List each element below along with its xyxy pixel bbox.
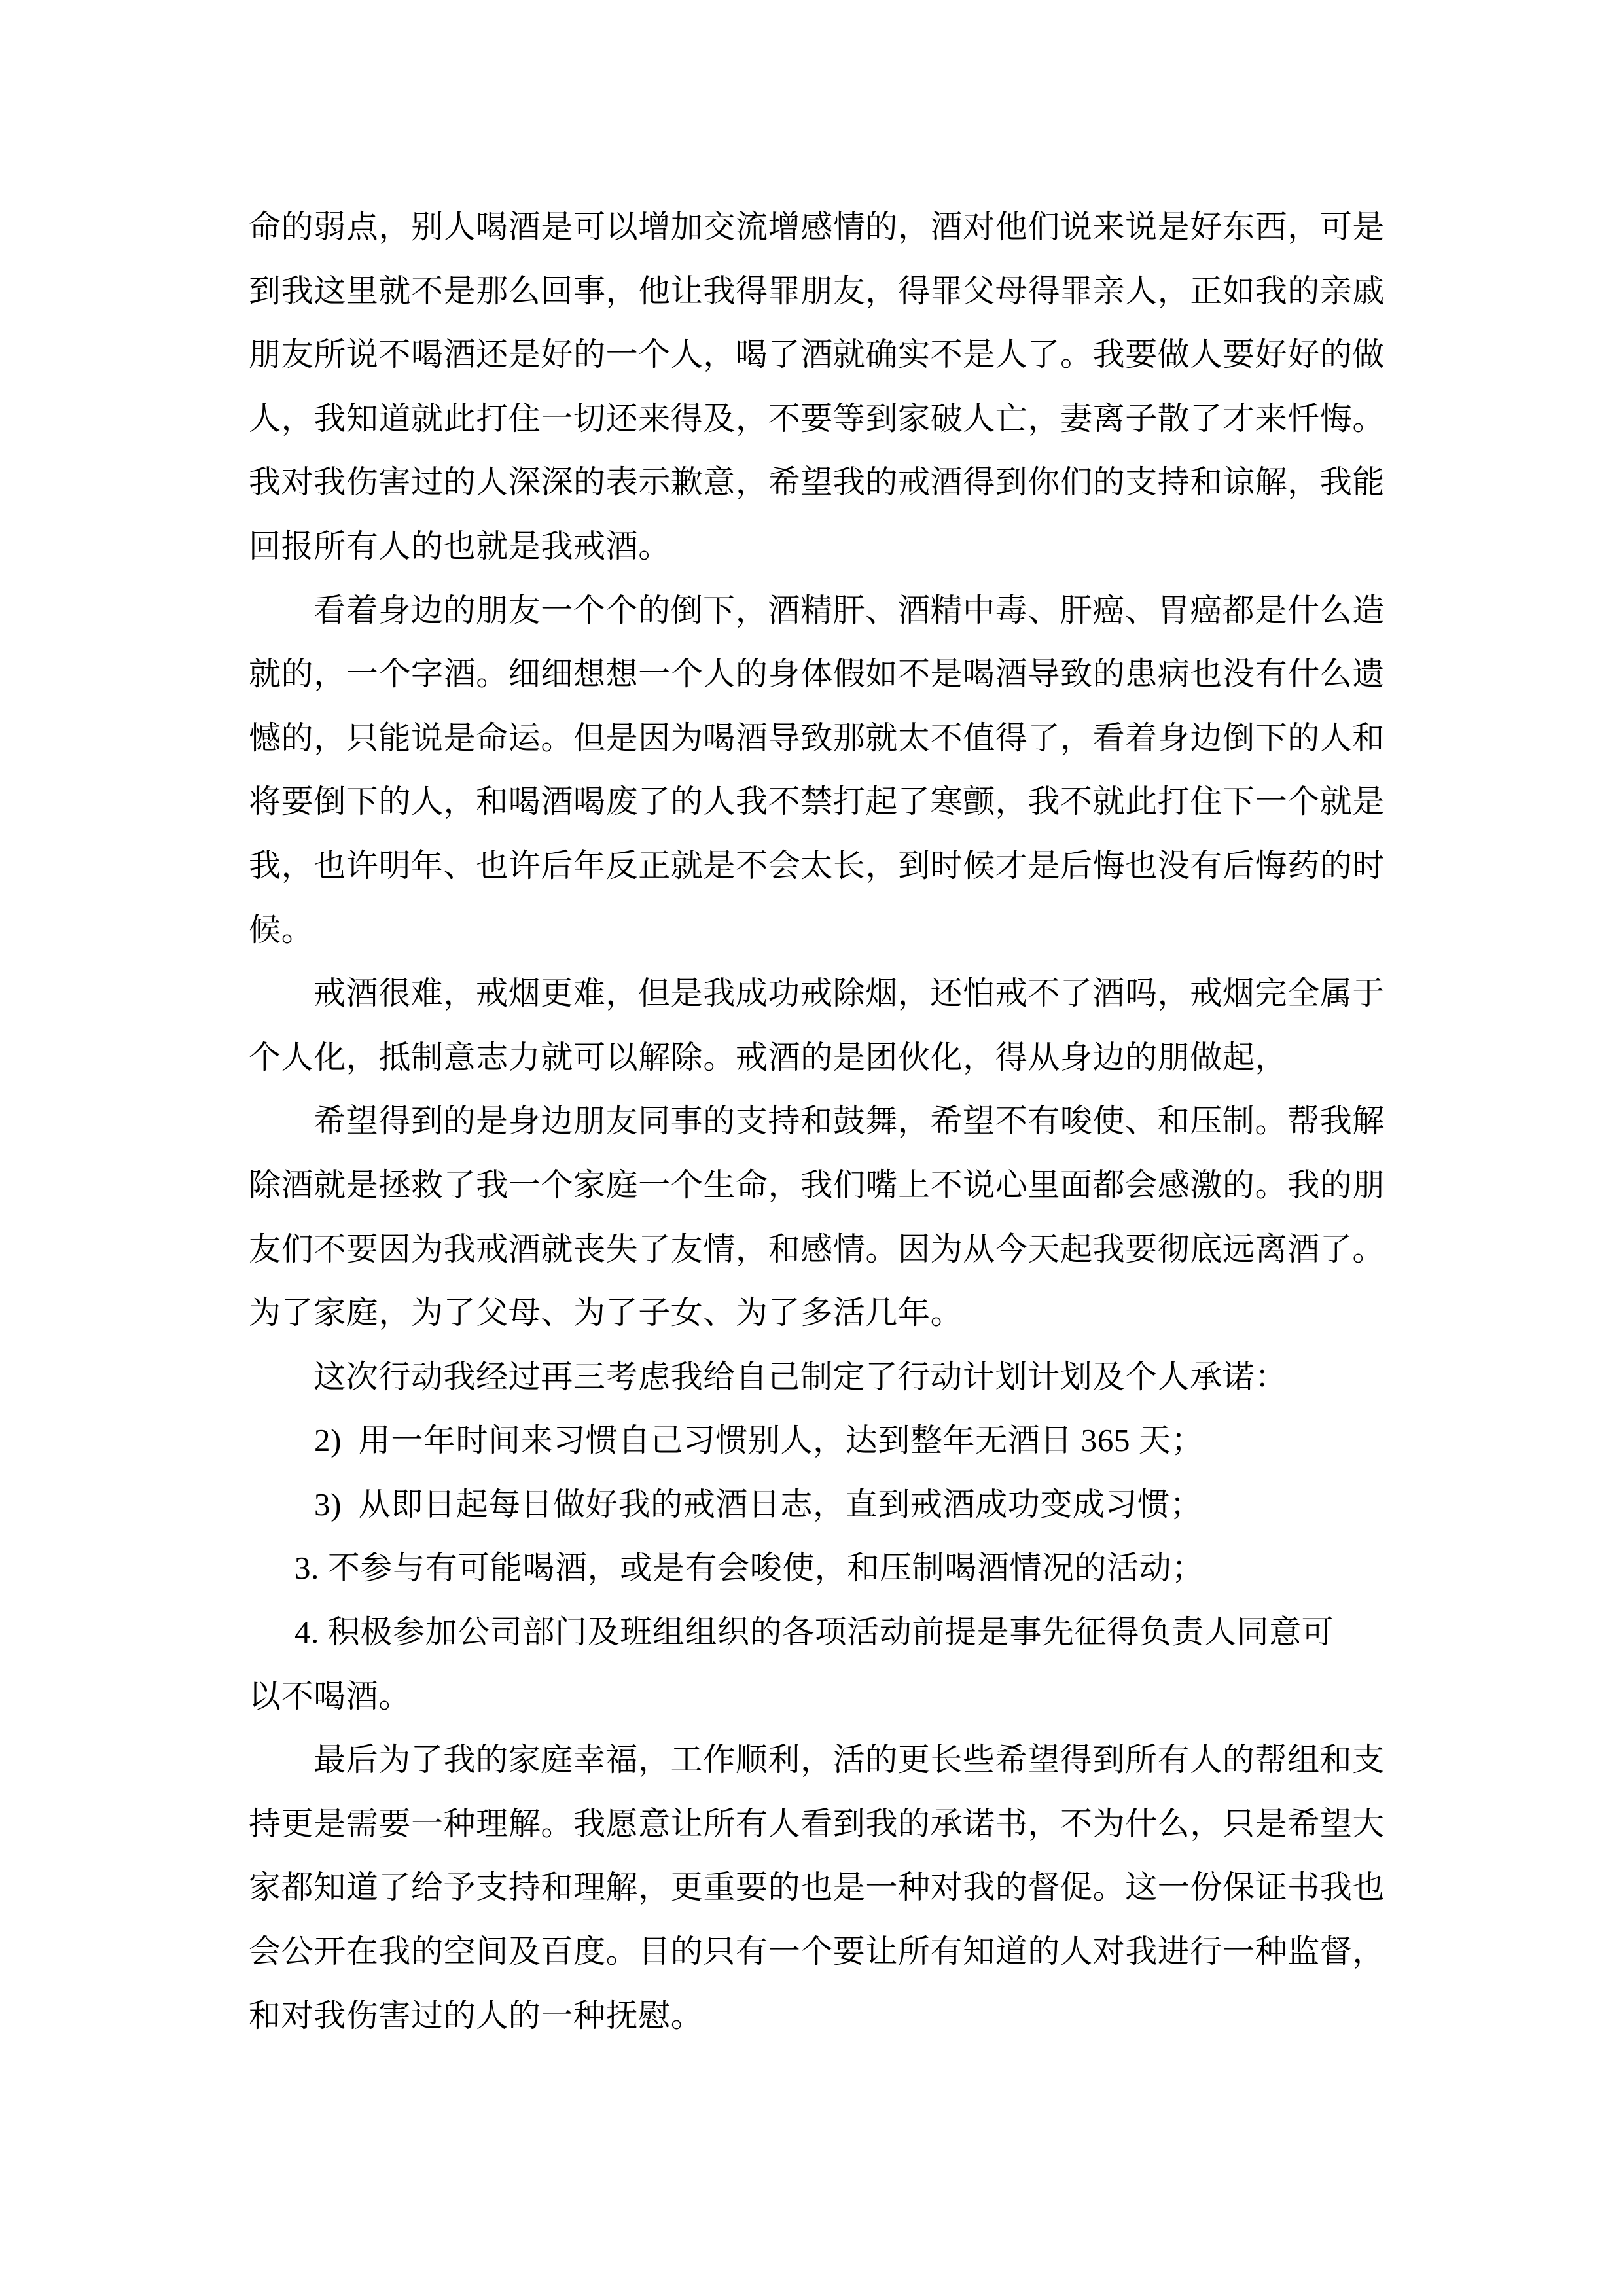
text-line-23: 4. 积极参加公司部门及班组组织的各项活动前提是事先征得负责人同意可 [294,1614,1334,1651]
text-line-21: 3) 从即日起每日做好我的戒酒日志，直到戒酒成功变成习惯； [314,1486,1203,1522]
text-line-16: 除酒就是拯救了我一个家庭一个生命，我们嘴上不说心里面都会感激的。我的朋 [249,1166,1385,1203]
text-line-2: 到我这里就不是那么回事，他让我得罪朋友，得罪父母得罪亲人，正如我的亲戚 [249,272,1385,309]
text-line-25: 最后为了我的家庭幸福，工作顺利，活的更长些希望得到所有人的帮组和支 [313,1742,1385,1778]
text-block [0,195,1623,2047]
text-line-4: 人，我知道就此打住一切还来得及，不要等到家破人亡，妻离子散了才来忏悔。 [249,400,1385,437]
text-line-22: 3. 不参与有可能喝酒，或是有会唆使，和压制喝酒情况的活动； [294,1550,1205,1587]
text-line-8: 就的，一个字酒。细细想想一个人的身体假如不是喝酒导致的患病也没有什么遗 [249,656,1385,692]
text-line-7: 看着身边的朋友一个个的倒下，酒精肝、酒精中毒、肝癌、胃癌都是什么造 [313,592,1385,628]
text-line-9: 憾的，只能说是命运。但是因为喝酒导致那就太不值得了，看着身边倒下的人和 [249,719,1385,756]
text-line-10: 将要倒下的人，和喝酒喝废了的人我不禁打起了寒颤，我不就此打住下一个就是 [249,783,1385,820]
text-line-29: 和对我伤害过的人的一种抚慰。 [249,1997,704,2034]
text-line-15: 希望得到的是身边朋友同事的支持和鼓舞，希望不有唆使、和压制。帮我解 [313,1103,1385,1139]
text-line-14: 个人化，抵制意志力就可以解除。戒酒的是团伙化，得从身边的朋做起， [249,1039,1288,1075]
text-line-24: 以不喝酒。 [249,1677,412,1714]
text-line-19: 这次行动我经过再三考虑我给自己制定了行动计划计划及个人承诺： [313,1358,1288,1395]
text-line-1: 命的弱点，别人喝酒是可以增加交流增感情的，酒对他们说来说是好东西，可是 [249,209,1385,245]
text-line-18: 为了家庭，为了父母、为了子女、为了多活几年。 [249,1295,963,1331]
text-line-12: 候。 [249,911,314,948]
text-line-13: 戒酒很难，戒烟更难，但是我成功戒除烟，还怕戒不了酒吗，戒烟完全属于 [313,975,1385,1012]
text-line-5: 我对我伤害过的人深深的表示歉意，希望我的戒酒得到你们的支持和谅解，我能 [249,464,1385,501]
text-line-28: 会公开在我的空间及百度。目的只有一个要让所有知道的人对我进行一种监督， [249,1933,1385,1970]
text-line-20: 2) 用一年时间来习惯自己习惯别人，达到整年无酒日 365 天； [314,1422,1204,1459]
text-line-26: 持更是需要一种理解。我愿意让所有人看到我的承诺书，不为什么，只是希望大 [249,1805,1385,1842]
text-line-6: 回报所有人的也就是我戒酒。 [249,528,671,564]
text-line-11: 我，也许明年、也许后年反正就是不会太长，到时候才是后悔也没有后悔药的时 [249,847,1385,884]
text-line-17: 友们不要因为我戒酒就丧失了友情，和感情。因为从今天起我要彻底远离酒了。 [249,1230,1385,1267]
text-line-27: 家都知道了给予支持和理解，更重要的也是一种对我的督促。这一份保证书我也 [249,1869,1385,1906]
text-line-3: 朋友所说不喝酒还是好的一个人，喝了酒就确实不是人了。我要做人要好好的做 [249,336,1385,373]
